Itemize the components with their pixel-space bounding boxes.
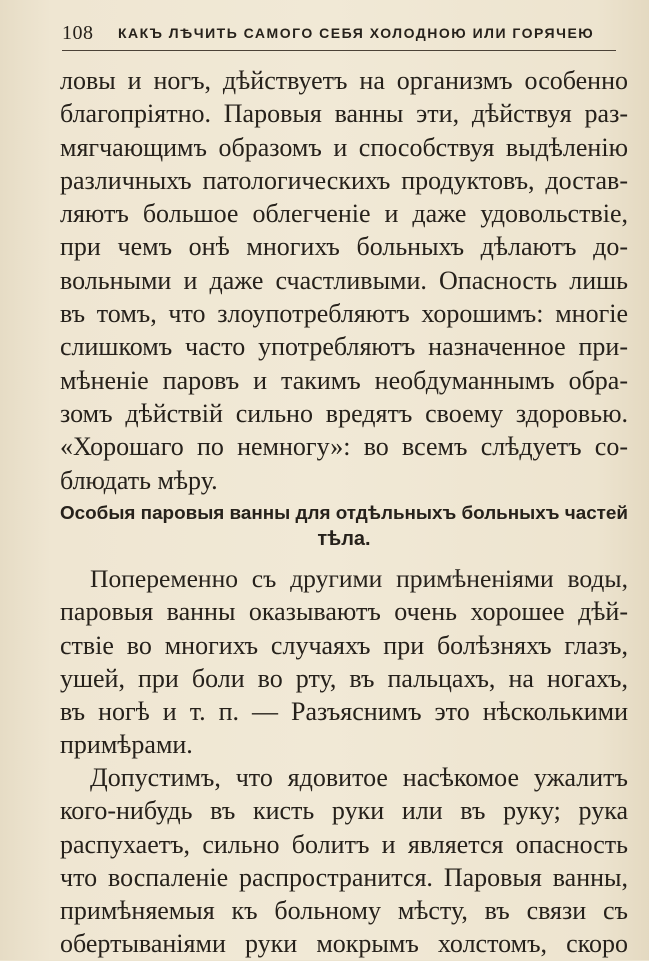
text-line: различныхъ патологическихъ продуктовъ, достав- — [60, 165, 628, 195]
section-heading-line: Особыя паровыя ванны для отдѣльныхъ больныхъ частей — [60, 502, 629, 523]
text-line: Допустимъ, что ядовитое насѣкомое ужалитъ — [90, 763, 628, 792]
paragraph — [60, 761, 628, 961]
text-line: паровыя ванны оказываютъ очень хорошее дѣй- — [60, 597, 628, 627]
text-line: въ томъ, что злоупотребляютъ хорошимъ: многіе — [60, 299, 628, 329]
text-line: зомъ дѣйствій сильно вредятъ своему здоровью. — [60, 398, 628, 428]
text-line: обертываніями руки мокрымъ холстомъ, скоро — [60, 929, 628, 959]
page-number: 108 — [62, 22, 94, 44]
header-rule — [62, 50, 616, 51]
running-head: КАКЪ ЛѢЧИТЬ САМОГО СЕБЯ ХОЛОДНОЮ ИЛИ ГОРЯЧЕЮ — [118, 25, 595, 41]
text-line: мягчающимъ образомъ и способствуя выдѣленію — [60, 132, 628, 162]
paragraph-continuation — [60, 64, 628, 497]
text-line: ловы и ногъ, дѣйствуетъ на организмъ особенно — [60, 66, 628, 95]
page-header — [62, 20, 616, 46]
text-line: ушей, при боли во рту, въ пальцахъ, на ногахъ, — [60, 663, 628, 693]
text-line: ляютъ большое облегченіе и даже удовольствіе, — [60, 199, 628, 229]
text-line: что воспаленіе распространится. Паровыя ванны, — [60, 862, 628, 892]
text-line: благопріятно. Паровыя ванны эти, дѣйствуя раз- — [60, 99, 628, 129]
text-line: вольными и даже счастливыми. Опасность лишь — [60, 265, 628, 295]
text-line: мѣненіе паровъ и такимъ необдуманнымъ обра- — [60, 365, 628, 395]
text-line: при чемъ онѣ многихъ больныхъ дѣлаютъ до- — [60, 232, 628, 262]
text-line: ствіе во многихъ случаяхъ при болѣзняхъ глазъ, — [60, 630, 628, 660]
text-line: кого-нибудь въ кисть руки или въ руку; рука — [60, 796, 628, 826]
text-line: Попеременно съ другими примѣненіями воды, — [90, 564, 628, 593]
paragraph — [60, 562, 628, 762]
text-line: примѣрами. — [60, 730, 193, 760]
section-heading — [60, 500, 628, 552]
text-line: «Хорошаго по немногу»: во всемъ слѣдуетъ со- — [60, 432, 628, 462]
text-line: слишкомъ часто употребляютъ назначенное при- — [60, 332, 628, 362]
text-line: блюдать мѣру. — [60, 465, 218, 495]
text-line: примѣняемыя къ больному мѣсту, въ связи съ — [60, 896, 628, 926]
text-line: распухаетъ, сильно болитъ и является опасность — [60, 829, 628, 859]
text-line: въ ногѣ и т. п. — Разъяснимъ это нѣсколькими — [60, 697, 628, 727]
section-heading-line: тѣла. — [317, 528, 371, 550]
